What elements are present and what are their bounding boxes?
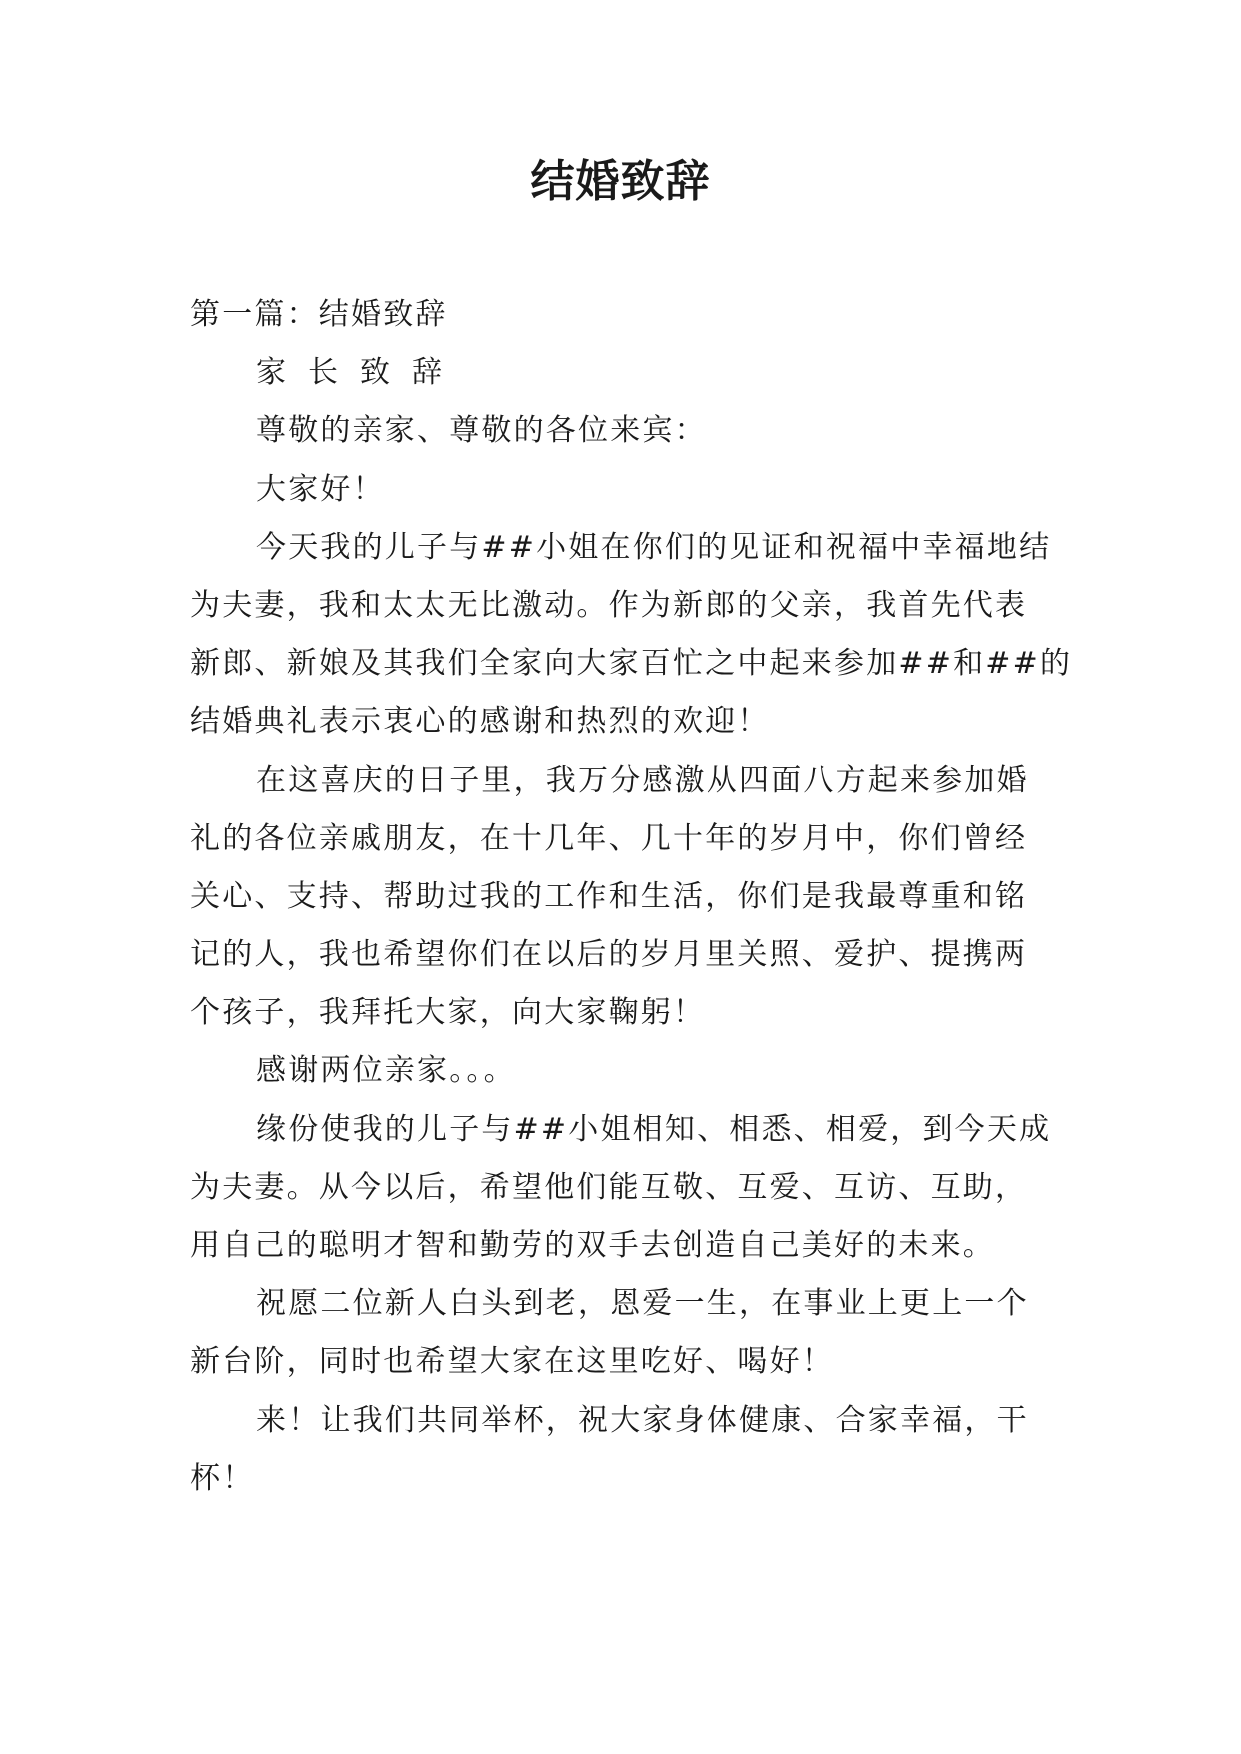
text-line: 来！让我们共同举杯，祝大家身体健康、合家幸福，干 [256,1402,1029,1438]
text-line: 缘份使我的儿子与##小姐相知、相悉、相爱，到今天成 [256,1111,1052,1147]
text-line: 为夫妻。从今以后，希望他们能互敬、互爱、互访、互助， [190,1169,1028,1205]
text-line: 感谢两位亲家。。。 [256,1053,516,1089]
text-line: 个孩子，我拜托大家，向大家鞠躬！ [190,995,706,1031]
text-line: 新台阶，同时也希望大家在这里吃好、喝好！ [190,1344,834,1380]
text-line: 礼的各位亲戚朋友，在十几年、几十年的岁月中，你们曾经 [190,820,1028,856]
text-line: 杯！ [190,1460,255,1496]
text-line: 尊敬的亲家、尊敬的各位来宾： [256,413,707,449]
text-line: 用自己的聪明才智和勤劳的双手去创造自己美好的未来。 [190,1228,995,1263]
text-line: 结婚典礼表示衷心的感谢和热烈的欢迎！ [190,704,770,740]
text-line: 今天我的儿子与##小姐在你们的见证和祝福中幸福地结 [256,529,1052,565]
text-line: 家长致辞 [256,355,464,391]
text-line: 记的人，我也希望你们在以后的岁月里关照、爱护、提携两 [190,937,1028,973]
text-line: 在这喜庆的日子里，我万分感激从四面八方起来参加婚 [256,762,1029,798]
document-title: 结婚致辞 [530,156,711,207]
text-line: 为夫妻，我和太太无比激动。作为新郎的父亲，我首先代表 [190,587,1028,623]
text-line: 第一篇：结婚致辞 [190,297,448,332]
text-line: 祝愿二位新人白头到老，恩爱一生，在事业上更上一个 [256,1286,1029,1322]
text-line: 关心、支持、帮助过我的工作和生活，你们是我最尊重和铭 [190,878,1028,914]
document-body [190,286,1073,1508]
text-line: 大家好！ [256,471,385,507]
text-line: 新郎、新娘及其我们全家向大家百忙之中起来参加##和##的 [190,646,1073,682]
